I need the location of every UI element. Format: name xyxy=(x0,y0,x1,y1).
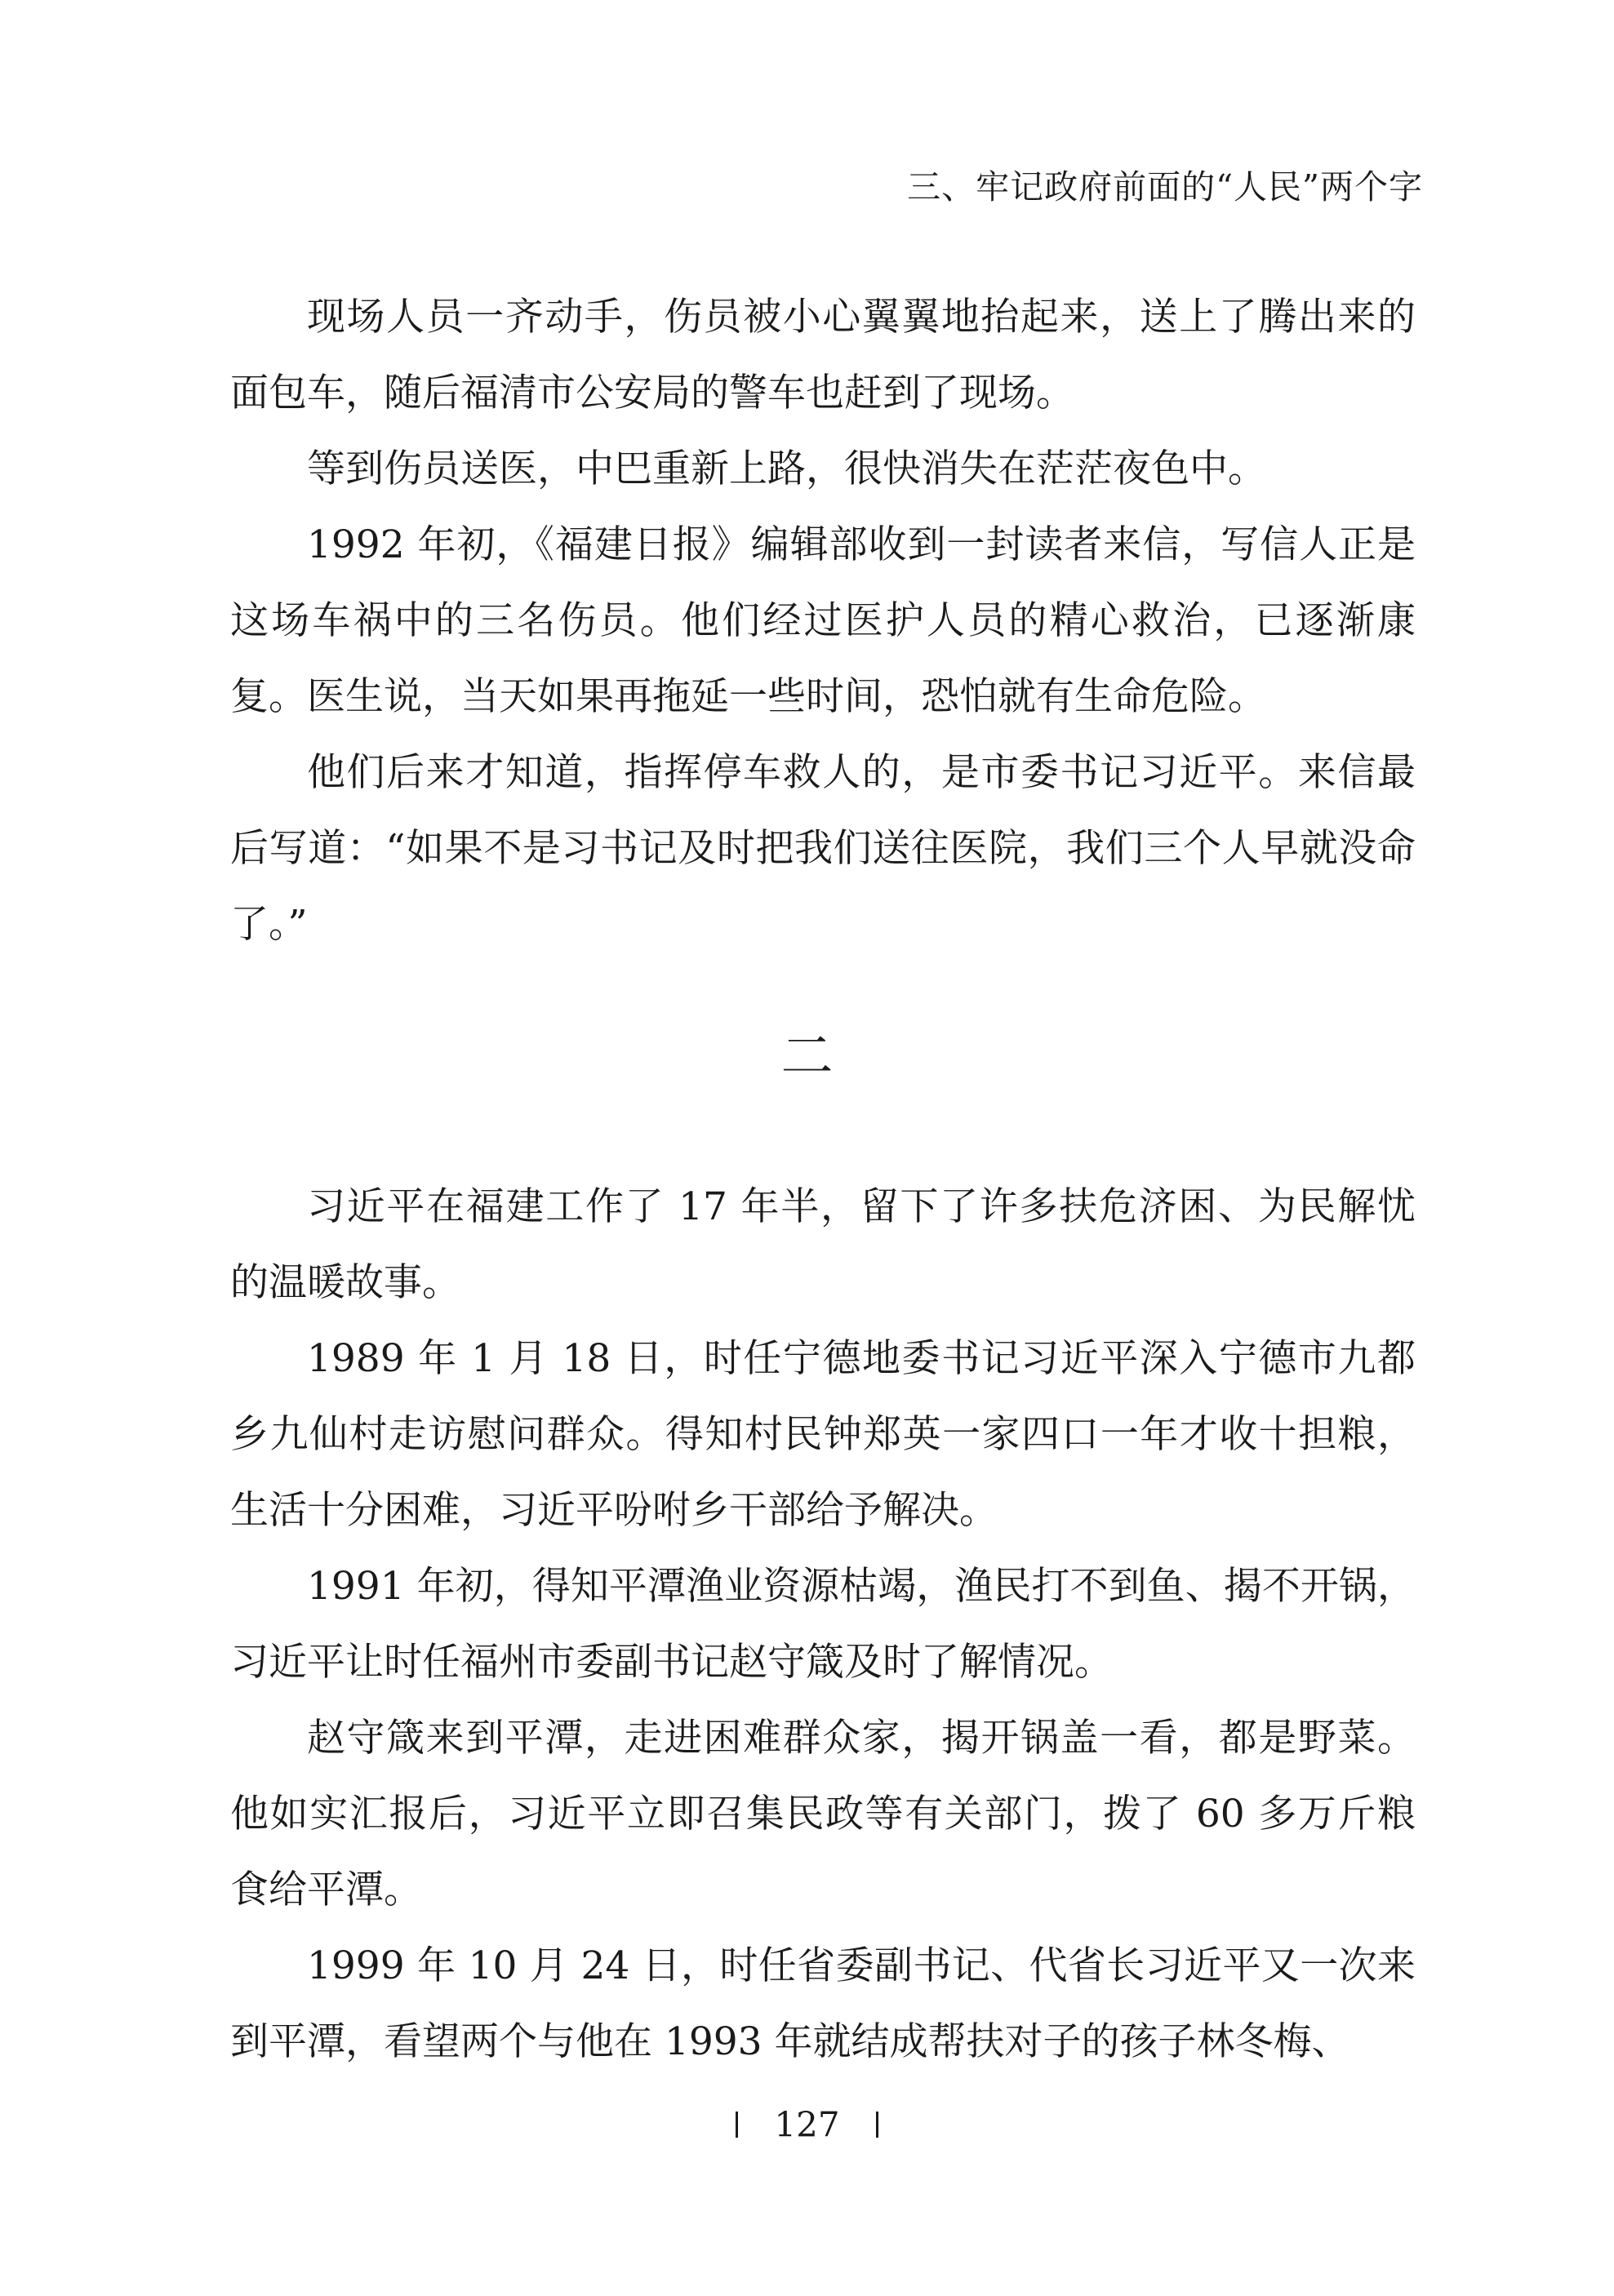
paragraph: 等到伤员送医，中巴重新上路，很快消失在茫茫夜色中。 xyxy=(307,446,1266,491)
paragraph: 1999 年 10 月 24 日，时任省委副书记、代省长习近平又一次来到平潭，看望两个与他在 1993 年就结成帮扶对子的孩子林冬梅、 xyxy=(230,1943,1416,2064)
section-number: 二 xyxy=(780,1027,834,1087)
page-folio xyxy=(0,2102,1614,2145)
paragraph: 习近平在福建工作了 17 年半，留下了许多扶危济困、为民解忧的温暖故事。 xyxy=(230,1184,1416,1305)
paragraph: 1991 年初，得知平潭渔业资源枯竭，渔民打不到鱼、揭不开锅，习近平让时任福州市委副书记赵守箴及时了解情况。 xyxy=(230,1564,1416,1685)
body-text-part-2 xyxy=(230,1169,1416,2080)
paragraph: 现场人员一齐动手，伤员被小心翼翼地抬起来，送上了腾出来的面包车，随后福清市公安局的警车也赶到了现场。 xyxy=(230,295,1416,415)
paragraph: 1989 年 1 月 18 日，时任宁德地委书记习近平深入宁德市九都乡九仙村走访慰问群众。得知村民钟郑英一家四口一年才收十担粮，生活十分困难，习近平吩咐乡干部给予解决。 xyxy=(230,1336,1416,1533)
body-text-part-1 xyxy=(230,279,1416,962)
paragraph: 他们后来才知道，指挥停车救人的，是市委书记习近平。来信最后写道：“如果不是习书记及时把我们送往医院，我们三个人早就没命了。” xyxy=(230,750,1416,947)
folio-right-rule xyxy=(876,2112,878,2138)
running-head: 三、牢记政府前面的“人民”两个字 xyxy=(907,167,1423,207)
folio-left-rule xyxy=(736,2112,738,2138)
page-number: 127 xyxy=(774,2104,840,2145)
paragraph: 1992 年初，《福建日报》编辑部收到一封读者来信，写信人正是这场车祸中的三名伤员。他们经过医护人员的精心救治，已逐渐康复。医生说，当天如果再拖延一些时间，恐怕就有生命危险。 xyxy=(230,522,1416,719)
paragraph: 赵守箴来到平潭，走进困难群众家，揭开锅盖一看，都是野菜。他如实汇报后，习近平立即召集民政等有关部门，拨了 60 多万斤粮食给平潭。 xyxy=(230,1716,1416,1912)
